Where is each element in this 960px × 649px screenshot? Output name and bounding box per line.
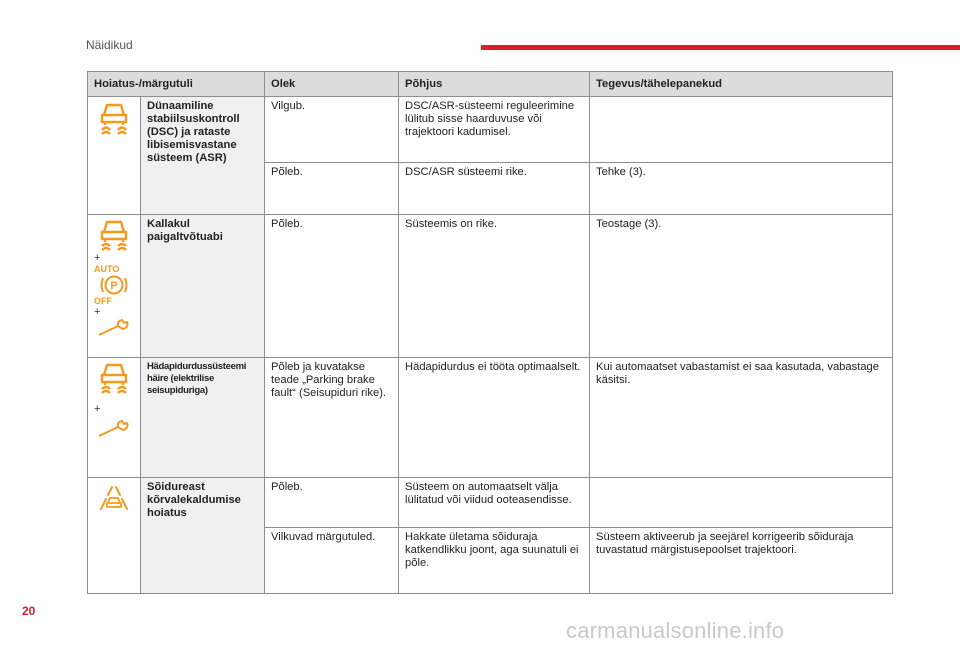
state-cell: Vilgub. (265, 97, 399, 163)
action-cell (590, 478, 893, 528)
light-name: Sõidureast kõrvalekaldumise hoiatus (141, 478, 265, 594)
state-cell: Põleb. (265, 478, 399, 528)
table-row (88, 478, 893, 528)
cause-cell: DSC/ASR-süsteemi reguleerimine lülitub sisse haarduvuse või trajektoori kadumisel. (399, 97, 590, 163)
cause-cell: Süsteemis on rike. (399, 215, 590, 358)
section-title: Näidikud (86, 38, 133, 52)
icon-cell (88, 215, 141, 358)
skid-car-icon (97, 218, 131, 252)
state-cell: Põleb. (265, 215, 399, 358)
cause-cell: DSC/ASR süsteemi rike. (399, 163, 590, 215)
warning-lights-table (87, 71, 893, 594)
state-cell: Põleb ja kuvatakse teade „Parking brake fault“ (Seisupiduri rike). (265, 358, 399, 478)
table-row (88, 215, 893, 358)
lane-departure-icon (97, 481, 131, 511)
plus-sign: + (94, 252, 101, 264)
state-cell: Vilkuvad märgutuled. (265, 528, 399, 594)
auto-label: AUTO (94, 264, 120, 274)
column-header-cause: Põhjus (399, 72, 590, 97)
off-label: OFF (94, 296, 112, 306)
svg-text:P: P (110, 280, 118, 292)
column-header-action: Tegevus/tähelepanekud (590, 72, 893, 97)
icon-cell (88, 358, 141, 478)
skid-car-icon (97, 361, 131, 395)
column-header-light: Hoiatus-/märgutuli (88, 72, 265, 97)
light-name: Hädapidurdussüsteemi häire (elektrilise seisupiduriga) (141, 358, 265, 478)
icon-cell (88, 97, 141, 215)
plus-sign: + (94, 306, 101, 318)
action-cell: Teostage (3). (590, 215, 893, 358)
state-cell: Põleb. (265, 163, 399, 215)
plus-sign: + (94, 403, 101, 415)
action-cell: Süsteem aktiveerub ja seejärel korrigeerib sõiduraja tuvastatud märgistusepoolset trajektoori. (590, 528, 893, 594)
cause-cell: Hakkate ületama sõiduraja katkendlikku joont, aga suunatuli ei põle. (399, 528, 590, 594)
column-header-state: Olek (265, 72, 399, 97)
parking-brake-icon (99, 274, 129, 296)
action-cell (590, 97, 893, 163)
light-name: Dünaamiline stabiilsuskontroll (DSC) ja rataste libisemisvastane süsteem (ASR) (141, 97, 265, 215)
page-number: 20 (22, 604, 36, 618)
wrench-icon (96, 419, 132, 439)
wrench-icon (96, 318, 132, 338)
action-cell: Tehke (3). (590, 163, 893, 215)
skid-car-icon (97, 100, 131, 136)
cause-cell: Hädapidurdus ei tööta optimaalselt. (399, 358, 590, 478)
light-name: Kallakul paigaltvõtuabi (141, 215, 265, 358)
cause-cell: Süsteem on automaatselt välja lülitatud või viidud ooteasendisse. (399, 478, 590, 528)
table-row (88, 97, 893, 163)
action-cell: Kui automaatset vabastamist ei saa kasutada, vabastage käsitsi. (590, 358, 893, 478)
table-header-row (88, 72, 893, 97)
header-accent-bar (481, 45, 960, 50)
icon-cell (88, 478, 141, 594)
table-row (88, 358, 893, 478)
watermark: carmanualsonline.info (566, 618, 785, 643)
